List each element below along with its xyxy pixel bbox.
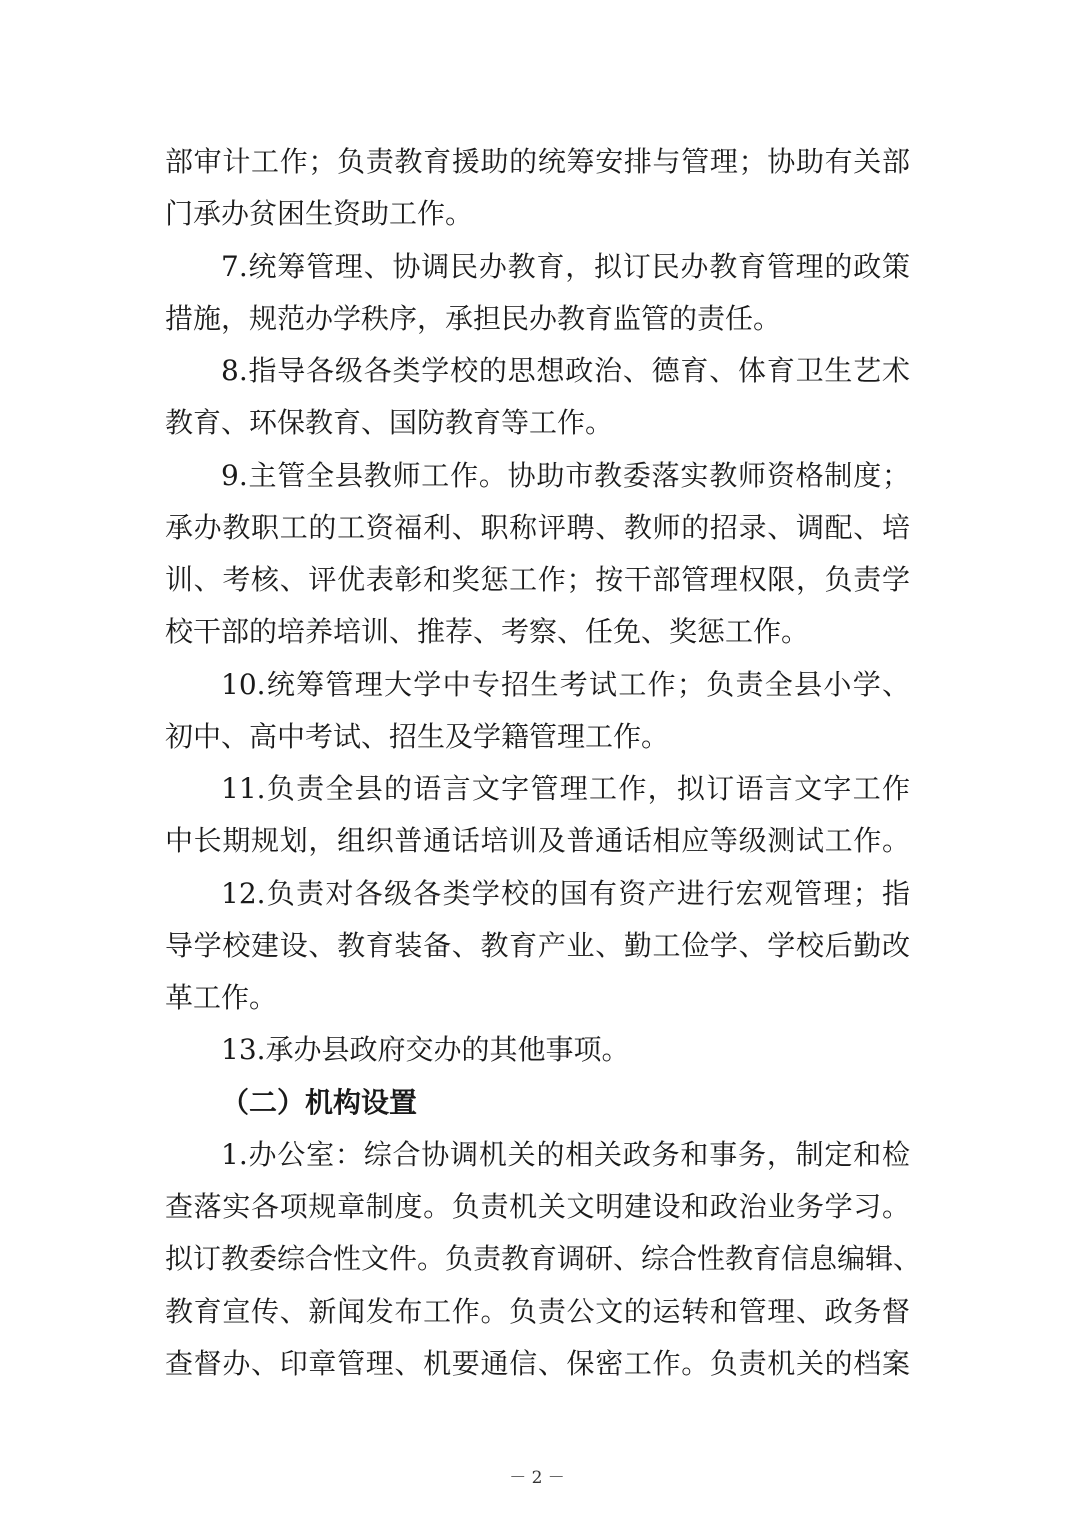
- text-line: 11.负责全县的语言文字管理工作，拟订语言文字工作: [221, 772, 910, 805]
- section-heading: （二）机构设置: [221, 1086, 418, 1119]
- text-line: 7.统筹管理、协调民办教育，拟订民办教育管理的政策: [221, 250, 910, 283]
- text-line: 训、考核、评优表彰和奖惩工作；按干部管理权限，负责学: [165, 563, 910, 596]
- text-line: 措施，规范办学秩序，承担民办教育监管的责任。: [165, 302, 782, 335]
- text-line: 8.指导各级各类学校的思想政治、德育、体育卫生艺术: [221, 354, 910, 387]
- text-line: 教育、环保教育、国防教育等工作。: [165, 406, 614, 439]
- text-line: 查督办、印章管理、机要通信、保密工作。负责机关的档案: [165, 1347, 910, 1380]
- text-line: 革工作。: [165, 981, 278, 1014]
- text-line: 校干部的培养培训、推荐、考察、任免、奖惩工作。: [165, 615, 810, 648]
- text-line: 承办教职工的工资福利、职称评聘、教师的招录、调配、培: [165, 511, 910, 544]
- text-line: 12.负责对各级各类学校的国有资产进行宏观管理；指: [221, 877, 910, 910]
- text-line: 10.统筹管理大学中专招生考试工作；负责全县小学、: [221, 668, 910, 701]
- text-line: 教育宣传、新闻发布工作。负责公文的运转和管理、政务督: [165, 1295, 910, 1328]
- text-line: 部审计工作；负责教育援助的统筹安排与管理；协助有关部: [165, 145, 910, 178]
- text-line: 门承办贫困生资助工作。: [165, 197, 474, 230]
- text-line: 查落实各项规章制度。负责机关文明建设和政治业务学习。: [165, 1190, 910, 1223]
- page-number: － 2 －: [509, 1468, 565, 1488]
- text-line: 拟订教委综合性文件。负责教育调研、综合性教育信息编辑、: [165, 1242, 922, 1275]
- text-line: 中长期规划，组织普通话培训及普通话相应等级测试工作。: [165, 824, 910, 857]
- text-line: 9.主管全县教师工作。协助市教委落实教师资格制度；: [221, 459, 910, 492]
- text-line: 导学校建设、教育装备、教育产业、勤工俭学、学校后勤改: [165, 929, 910, 962]
- text-line: 13.承办县政府交办的其他事项。: [221, 1033, 630, 1066]
- text-line: 1.办公室：综合协调机关的相关政务和事务，制定和检: [221, 1138, 910, 1171]
- text-line: 初中、高中考试、招生及学籍管理工作。: [165, 720, 670, 753]
